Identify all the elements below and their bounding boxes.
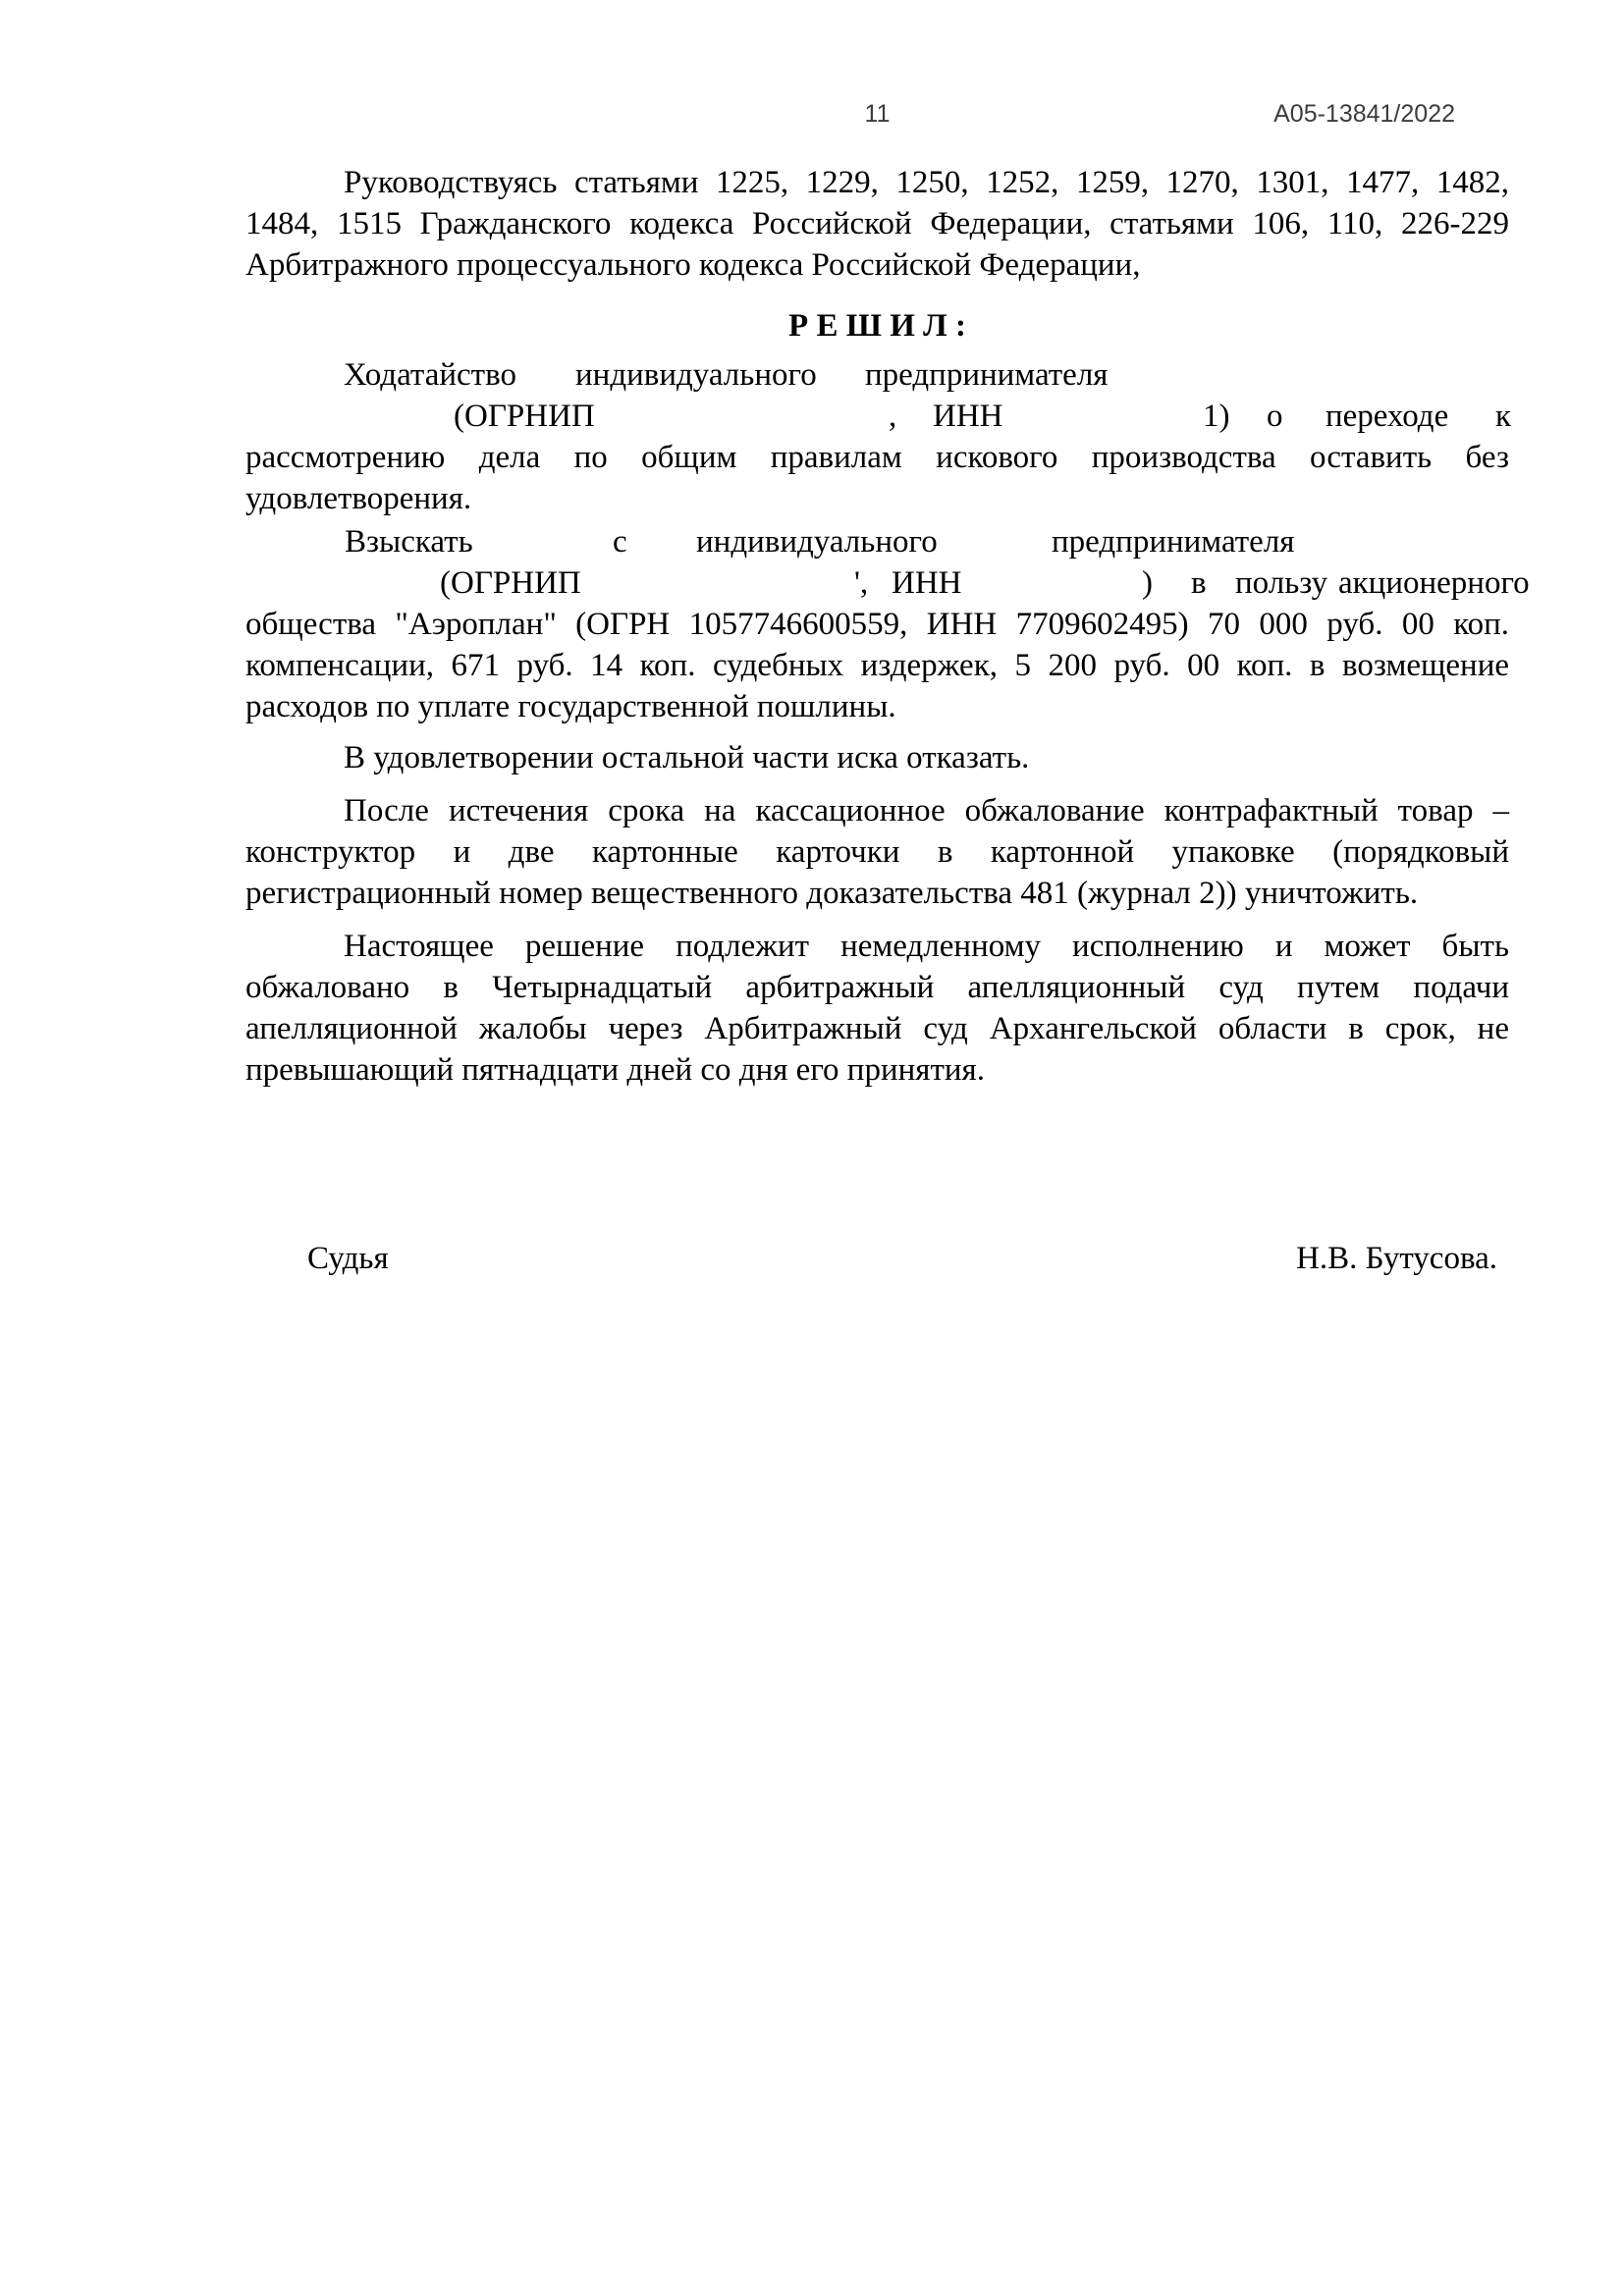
appeal-line: превышающий пятнадцати дней со дня его принятия.	[245, 1052, 985, 1088]
appeal-paragraph	[245, 926, 1509, 1091]
recovery-word: акционерного	[1338, 565, 1530, 601]
motion-word: к	[1495, 399, 1512, 434]
redaction-comma: ,	[889, 399, 897, 434]
page-header	[245, 99, 1509, 129]
denial-paragraph: В удовлетворении остальной части иска отказать.	[344, 740, 1030, 775]
redaction-comma: ',	[854, 565, 869, 601]
recovery-word: предпринимателя	[1052, 524, 1295, 560]
motion-word: индивидуального	[575, 357, 817, 393]
ogrnip-label: (ОГРНИП	[440, 565, 581, 601]
destruction-paragraph	[245, 790, 1509, 914]
redaction-tail: )	[1142, 565, 1153, 601]
inn-label: ИНН	[933, 399, 1003, 434]
motion-line: рассмотрению дела по общим правилам искового производства оставить без	[245, 440, 1509, 475]
motion-line: удовлетворения.	[245, 481, 472, 516]
appeal-line: Настоящее решение подлежит немедленному исполнению и может быть	[344, 929, 1509, 964]
judge-title: Судья	[307, 1241, 389, 1276]
recovery-line-redacted-name	[245, 521, 1509, 562]
inn-label: ИНН	[892, 565, 962, 601]
page-number: 11	[864, 100, 891, 128]
decision-heading: Р Е Ш И Л :	[788, 308, 966, 344]
motion-word: о	[1267, 399, 1283, 434]
recovery-line-redacted-ids	[245, 562, 1530, 604]
judge-name: Н.В. Бутусова.	[1296, 1241, 1497, 1276]
signature-row	[245, 1238, 1509, 1279]
recovery-line: расходов по уплате государственной пошлины.	[245, 689, 896, 724]
recovery-word: пользу	[1235, 565, 1328, 601]
recovery-line: компенсации, 671 руб. 14 коп. судебных издержек, 5 200 руб. 00 коп. в возмещение	[245, 648, 1509, 683]
case-number: А05-13841/2022	[1273, 100, 1455, 128]
preamble-line: Руководствуясь статьями 1225, 1229, 1250, 1252, 1259, 1270, 1301, 1477, 1482,	[344, 165, 1509, 200]
motion-word: Ходатайство	[344, 357, 516, 393]
destruction-line: регистрационный номер вещественного доказательства 481 (журнал 2)) уничтожить.	[245, 876, 1419, 911]
preamble-line: Арбитражного процессуального кодекса Российской Федерации,	[245, 247, 1141, 283]
motion-paragraph	[245, 354, 1512, 519]
recovery-word: в	[1191, 565, 1207, 601]
motion-word: предпринимателя	[865, 357, 1109, 393]
recovery-paragraph	[245, 521, 1530, 727]
destruction-line: конструктор и две картонные карточки в картонной упаковке (порядковый	[245, 834, 1509, 870]
redaction-tail: 1)	[1203, 399, 1230, 434]
recovery-word: с	[613, 524, 627, 560]
ogrnip-label: (ОГРНИП	[454, 399, 595, 434]
destruction-line: После истечения срока на кассационное обжалование контрафактный товар –	[344, 793, 1509, 828]
motion-line-redacted-ids	[245, 396, 1512, 437]
preamble-paragraph	[245, 162, 1509, 286]
recovery-word: Взыскать	[345, 524, 473, 560]
recovery-word: индивидуального	[696, 524, 938, 560]
appeal-line: апелляционной жалобы через Арбитражный суд Архангельской области в срок, не	[245, 1011, 1509, 1046]
document-body	[245, 162, 1530, 1279]
appeal-line: обжаловано в Четырнадцатый арбитражный апелляционный суд путем подачи	[245, 970, 1509, 1005]
motion-line-redacted-name	[245, 354, 1509, 396]
preamble-line: 1484, 1515 Гражданского кодекса Российской Федерации, статьями 106, 110, 226-229	[245, 206, 1509, 241]
recovery-line: общества "Аэроплан" (ОГРН 1057746600559, ИНН 7709602495) 70 000 руб. 00 коп.	[245, 607, 1509, 642]
motion-word: переходе	[1325, 399, 1449, 434]
